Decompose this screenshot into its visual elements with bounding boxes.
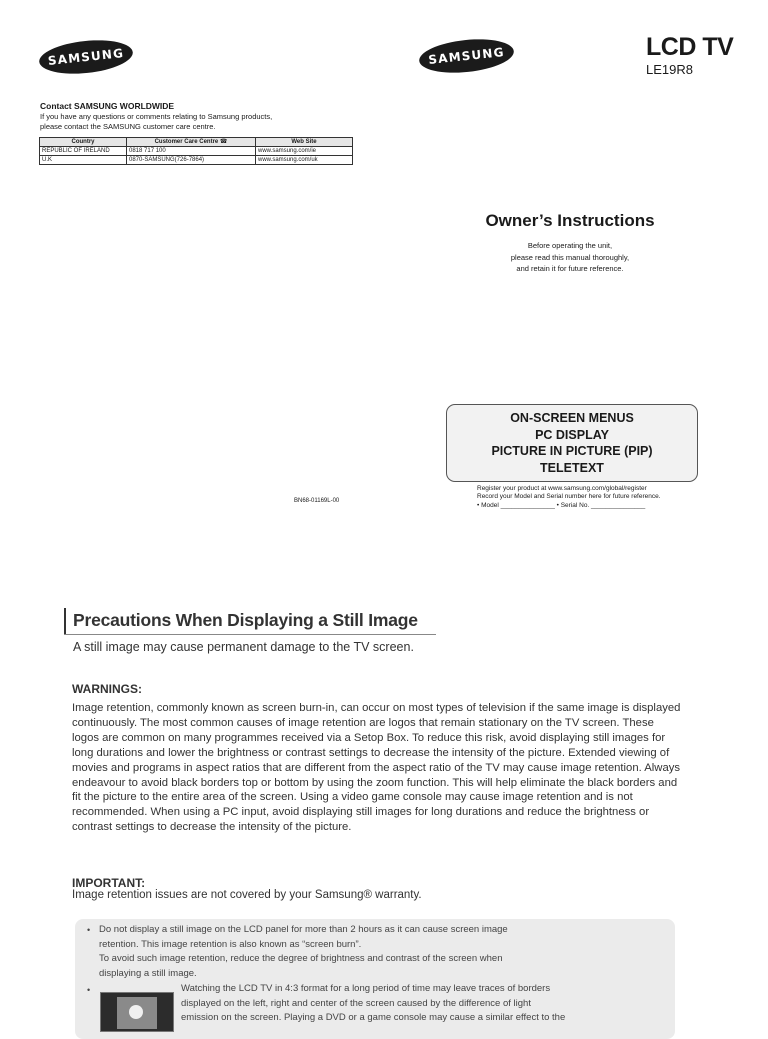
bullet-line: retention. This image retention is also known as “screen burn”. [99, 938, 362, 950]
features-box [446, 404, 698, 482]
bullet-item [99, 923, 669, 982]
bullet-line: displayed on the left, right and center of the screen caused by the difference of light [181, 997, 531, 1009]
owners-instructions-title: Owner’s Instructions [485, 211, 655, 230]
column-header-website: Web Site [256, 138, 353, 147]
table-header-row [40, 138, 353, 147]
table-cell-phone: 0818 717 100 [127, 147, 256, 156]
contact-text [40, 112, 340, 132]
contact-line: please contact the SAMSUNG customer care centre. [40, 122, 216, 131]
table-cell-phone: 0870-SAMSUNG(726-7864) [127, 156, 256, 165]
owners-instructions-line: Before operating the unit, [527, 241, 613, 250]
feature-item: PC DISPLAY [535, 427, 609, 442]
bullet-marker: • [87, 985, 91, 995]
feature-item: PICTURE IN PICTURE (PIP) [491, 444, 653, 458]
warnings-heading: WARNINGS: [72, 682, 142, 696]
bullet-line: displaying a still image. [99, 968, 197, 980]
precautions-subtitle: A still image may cause permanent damage to the TV screen. [73, 640, 414, 654]
model-number: LE19R8 [646, 62, 693, 77]
owners-instructions-line: please read this manual thoroughly, [510, 252, 630, 262]
warnings-text: Image retention, commonly known as screen burn-in, can occur on most types of television if the same image is displayed continuously. The most common causes of image retention are logos that remain stationary on the TV screen. These logos are common on many programmes received via a Setop Box. To reduce this risk, avoid displaying still images for long durations and lower the brightness or contrast settings to decrease the intensity of the picture. Extended viewing of movies and programs in aspect ratios that are different from the aspect ratio of the TV may cause image retention. Always endeavour to avoid black borders top or bottom by using the zoom function. This will help eliminate the black borders and fit the picture to the entire area of the screen. Using a video game console may cause image retention and is not recommended. When using a PC input, avoid displaying still images for long durations and reduce the brightness or contrast settings to decrease the intensity of the picture. [72, 702, 681, 834]
bullet-line: Watching the LCD TV in 4:3 format for a long period of time may leave traces of borders [181, 983, 551, 994]
precautions-title: Precautions When Displaying a Still Image [73, 610, 418, 630]
column-header-care-centre: Customer Care Centre ☎ [127, 138, 256, 147]
table-row [40, 147, 353, 156]
title-divider [64, 634, 436, 635]
feature-item: TELETEXT [540, 460, 604, 475]
table-cell-website[interactable]: www.samsung.com/uk [256, 156, 353, 165]
table-cell-country: REPUBLIC OF IRELAND [40, 147, 127, 156]
bullet-item [181, 982, 671, 1026]
product-title: LCD TV [646, 33, 734, 61]
bullet-marker: • [87, 925, 91, 935]
register-line: Record your Model and Serial number here for future reference. [477, 493, 661, 500]
owners-instructions-line: and retain it for future reference. [516, 264, 624, 273]
register-model-serial: • Model _______________ • Serial No. _______________ [477, 502, 646, 509]
bullet-line: Do not display a still image on the LCD panel for more than 2 hours as it can cause screen image [99, 924, 508, 935]
column-header-country: Country [40, 138, 127, 147]
important-text: Image retention issues are not covered by your Samsung® warranty. [72, 889, 422, 901]
contact-table [39, 137, 353, 165]
samsung-logo-text: SAMSUNG [47, 46, 125, 68]
document-code: BN68-01169L-00 [294, 498, 340, 504]
bullet-line: To avoid such image retention, reduce the degree of brightness and contrast of the screen when [99, 953, 503, 965]
bullet-line: emission on the screen. Playing a DVD or a game console may cause a similar effect to the [181, 1012, 566, 1024]
register-line: Register your product at www.samsung.com/global/register [477, 485, 647, 492]
contact-heading: Contact SAMSUNG WORLDWIDE [40, 101, 175, 111]
table-row [40, 156, 353, 165]
samsung-logo-text: SAMSUNG [427, 45, 506, 67]
important-heading: IMPORTANT: [72, 876, 146, 890]
table-cell-website[interactable]: www.samsung.com/ie [256, 147, 353, 156]
contact-line: If you have any questions or comments relating to Samsung products, [40, 112, 273, 121]
tv-screen-illustration [100, 992, 174, 1032]
samsung-logo-right [418, 35, 516, 77]
title-accent-bar [64, 608, 66, 634]
samsung-logo-left [38, 36, 135, 78]
table-cell-country: U.K [40, 156, 127, 165]
feature-item: ON-SCREEN MENUS [510, 411, 634, 425]
